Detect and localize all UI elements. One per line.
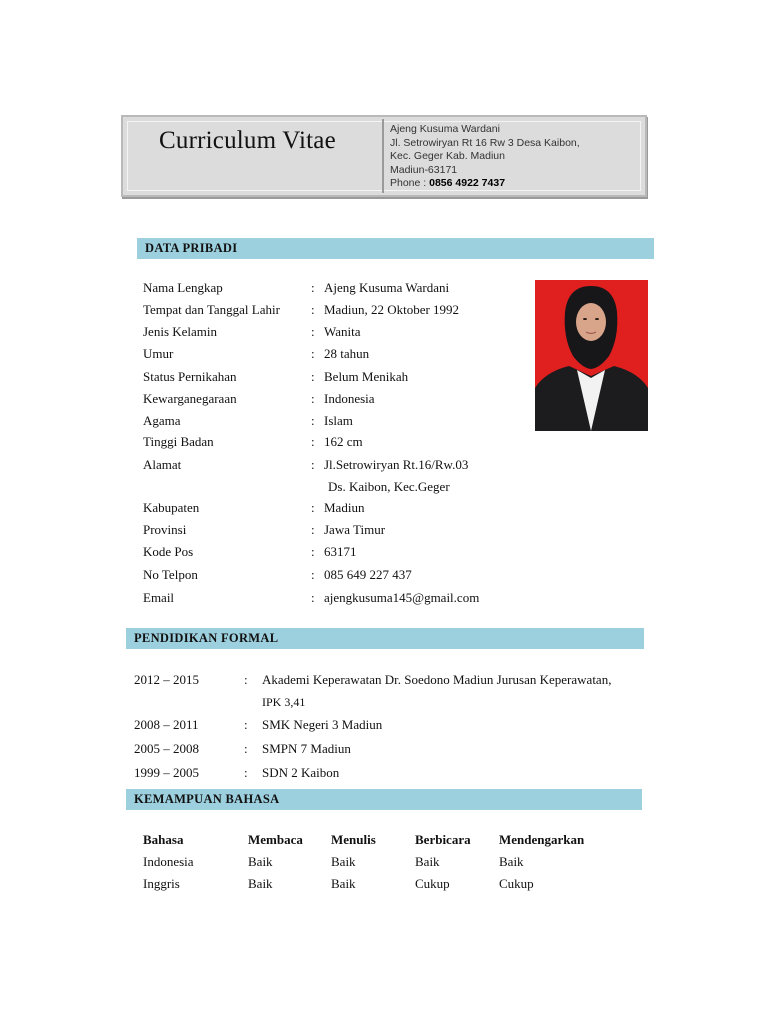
contact-name: Ajeng Kusuma Wardani: [390, 123, 500, 135]
row-value: Belum Menikah: [324, 369, 409, 384]
row-label: Nama Lengkap: [143, 280, 223, 295]
lang-header-cell: Menulis: [331, 832, 376, 847]
lang-cell: Inggris: [143, 876, 180, 891]
contact-address-line2: Kec. Geger Kab. Madiun: [390, 150, 505, 162]
row-colon: :: [311, 324, 315, 339]
phone-value: 0856 4922 7437: [429, 177, 506, 189]
row-colon: :: [311, 567, 315, 582]
edu-school: SMK Negeri 3 Madiun: [262, 717, 383, 732]
row-value: ajengkusuma145@gmail.com: [324, 590, 480, 605]
row-value: Ajeng Kusuma Wardani: [324, 280, 450, 295]
contact-address-line1: Jl. Setrowiryan Rt 16 Rw 3 Desa Kaibon,: [390, 136, 580, 149]
row-label: Alamat: [143, 457, 182, 472]
row-colon: :: [311, 302, 315, 317]
contact-block: [390, 123, 580, 191]
row-value: 63171: [324, 544, 357, 559]
row-value: Islam: [324, 413, 353, 428]
row-label: Kewarganegaraan: [143, 391, 237, 406]
header-divider: [382, 119, 384, 193]
row-label: Email: [143, 590, 175, 605]
row-value: 162 cm: [324, 434, 363, 449]
edu-years: 2005 – 2008: [134, 741, 199, 756]
row-label: Kode Pos: [143, 544, 194, 559]
row-label: Jenis Kelamin: [143, 324, 218, 339]
lang-cell: Baik: [331, 876, 356, 891]
row-colon: :: [311, 457, 315, 472]
lang-cell: Cukup: [499, 876, 534, 891]
phone-label: Phone :: [390, 177, 430, 189]
row-label: Status Pernikahan: [143, 369, 237, 384]
row-colon: :: [311, 544, 315, 559]
row-colon: :: [311, 590, 315, 605]
row-colon: :: [244, 672, 248, 687]
lang-header-cell: Berbicara: [415, 832, 471, 847]
row-colon: :: [311, 522, 315, 537]
lang-cell: Cukup: [415, 876, 450, 891]
row-colon: :: [311, 500, 315, 515]
row-label: Tinggi Badan: [143, 434, 214, 449]
lang-cell: Baik: [248, 854, 273, 869]
section-languages: [126, 789, 642, 810]
row-colon: :: [311, 434, 315, 449]
row-colon: :: [311, 391, 315, 406]
cv-title: Curriculum Vitae: [159, 127, 336, 154]
row-label: Tempat dan Tanggal Lahir: [143, 302, 280, 317]
row-value: Madiun: [324, 500, 365, 515]
lang-cell: Indonesia: [143, 854, 194, 869]
lang-cell: Baik: [415, 854, 440, 869]
row-label: Umur: [143, 346, 174, 361]
row-value: Jl.Setrowiryan Rt.16/Rw.03: [324, 457, 469, 472]
row-label: Provinsi: [143, 522, 187, 537]
row-value: 28 tahun: [324, 346, 370, 361]
profile-photo: [535, 280, 648, 431]
row-colon: :: [311, 346, 315, 361]
row-colon: :: [244, 717, 248, 732]
section-title: PENDIDIKAN FORMAL: [134, 631, 279, 645]
lang-header-cell: Membaca: [248, 832, 303, 847]
row-colon: :: [311, 280, 315, 295]
edu-school: Akademi Keperawatan Dr. Soedono Madiun Jurusan Keperawatan,: [262, 672, 612, 687]
section-title: KEMAMPUAN BAHASA: [134, 792, 280, 806]
edu-years: 1999 – 2005: [134, 765, 199, 780]
section-title: DATA PRIBADI: [145, 241, 238, 255]
section-education: [126, 628, 644, 649]
row-label: No Telpon: [143, 567, 198, 582]
row-value: Madiun, 22 Oktober 1992: [324, 302, 460, 317]
lang-header-cell: Mendengarkan: [499, 832, 585, 847]
row-value: Wanita: [324, 324, 361, 339]
edu-school: SMPN 7 Madiun: [262, 741, 351, 756]
edu-years: 2012 – 2015: [134, 672, 199, 687]
row-colon: :: [311, 369, 315, 384]
row-colon: :: [311, 413, 315, 428]
lang-header-cell: Bahasa: [143, 832, 184, 847]
cv-header: [121, 115, 647, 197]
edu-school: SDN 2 Kaibon: [262, 765, 340, 780]
section-personal-data: [137, 238, 654, 259]
row-colon: :: [244, 765, 248, 780]
row-value: Indonesia: [324, 391, 375, 406]
contact-address-line3: Madiun-63171: [390, 163, 458, 176]
edu-years: 2008 – 2011: [134, 717, 199, 732]
lang-cell: Baik: [331, 854, 356, 869]
row-value: 085 649 227 437: [324, 567, 412, 582]
row-value: Jawa Timur: [324, 522, 386, 537]
address-continuation: Ds. Kaibon, Kec.Geger: [328, 479, 450, 494]
row-label: Kabupaten: [143, 500, 200, 515]
lang-cell: Baik: [499, 854, 524, 869]
contact-phone: [390, 177, 580, 191]
edu-gpa: IPK 3,41: [262, 695, 306, 709]
lang-cell: Baik: [248, 876, 273, 891]
row-colon: :: [244, 741, 248, 756]
portrait-figure: [535, 280, 648, 431]
row-label: Agama: [143, 413, 181, 428]
